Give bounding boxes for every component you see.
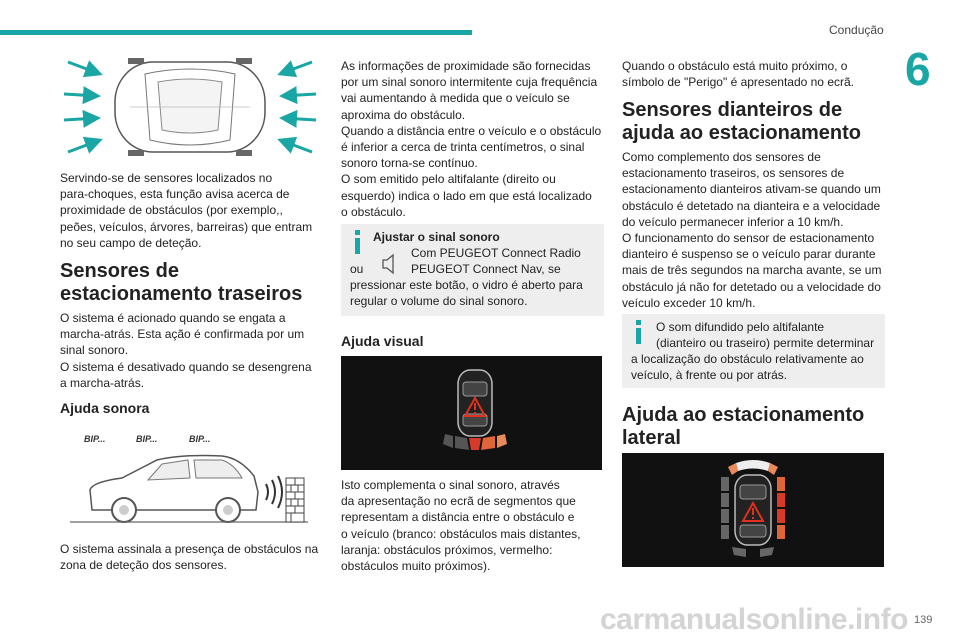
text-line: O funcionamento do sensor de estacionamento xyxy=(622,231,875,246)
info-line: O som difundido pelo altifalante xyxy=(656,320,825,334)
heading-line: Sensores de xyxy=(60,260,179,282)
heading-line: Sensores dianteiros de xyxy=(622,99,843,121)
text-line: esquerdo) indica o lado em que está localizado xyxy=(341,188,592,203)
info-ou: ou xyxy=(350,262,364,276)
text-line: Como complemento dos sensores de xyxy=(622,150,821,164)
intro-line: proximidade de obstáculos (por exemplo,, xyxy=(60,203,283,218)
info-icon xyxy=(348,230,368,254)
heading-line: lateral xyxy=(622,427,681,449)
visual-aid-screen xyxy=(341,356,602,470)
audio-heading xyxy=(60,400,149,416)
info-box-speaker xyxy=(622,314,885,388)
text-line: sonoro torna-se contínuo. xyxy=(341,156,478,171)
info-line: a localização do obstáculo relativamente ao xyxy=(631,352,864,366)
chapter-number: 6 xyxy=(905,43,931,95)
heading-text: Ajuda visual xyxy=(341,333,424,349)
text-line: estacionamento dianteiros ativam-se quando um xyxy=(622,182,881,197)
info-title: Ajustar o sinal sonoro xyxy=(373,230,500,244)
text-line: aproxima do obstáculo. xyxy=(341,107,466,122)
text-line: As informações de proximidade são fornecidas xyxy=(341,59,591,73)
beep-label: BIP... xyxy=(136,434,158,444)
text-line: por um sinal sonoro intermitente cuja frequência xyxy=(341,75,598,90)
speaker-icon[interactable] xyxy=(380,253,400,275)
text-line: dianteiro é suspenso se o veículo parar durante xyxy=(622,247,876,262)
text-line: o veículo (branco: obstáculos mais distantes, xyxy=(341,526,581,541)
beep-label: BIP... xyxy=(84,434,106,444)
info-line: Com PEUGEOT Connect Radio xyxy=(411,246,581,260)
text-line: obstáculo é detetado na dianteira e a velocidade xyxy=(622,198,881,213)
text-line: mais de três segundos na marcha avante, se um xyxy=(622,263,882,278)
text-line: o obstáculo. xyxy=(341,204,406,219)
rear-sensors-text xyxy=(60,310,330,391)
audio-text xyxy=(60,541,330,573)
text-line: zona de deteção dos sensores. xyxy=(60,558,227,573)
text-line: Quando o obstáculo está muito próximo, o xyxy=(622,59,848,73)
text-line: O som emitido pelo altifalante (direito ou xyxy=(341,172,556,187)
text-line: estacionamento traseiros, os sensores de xyxy=(622,166,845,181)
text-line: representam a distância entre o obstáculo e xyxy=(341,510,575,525)
text-line: símbolo de "Perigo" é apresentado no ecrã. xyxy=(622,75,854,90)
intro-line: no seu campo de deteção. xyxy=(60,235,202,250)
text-line: O sistema assinala a presença de obstáculos na xyxy=(60,542,319,556)
page-number: 139 xyxy=(914,614,933,626)
info-line: regular o volume do sinal sonoro. xyxy=(350,294,528,308)
text-line: do veículo permanecer inferior a 10 km/h. xyxy=(622,214,844,229)
lateral-aid-screen xyxy=(622,453,884,567)
text-line: sinal sonoro. xyxy=(60,343,129,358)
beep-label: BIP... xyxy=(189,434,211,444)
audio-illustration xyxy=(62,432,312,528)
text-line: obstáculos muito próximos). xyxy=(341,559,491,574)
intro-line: para-choques, esta função avisa acerca de xyxy=(60,187,290,202)
text-line: Isto complementa o sinal sonoro, através xyxy=(341,478,560,492)
info-icon xyxy=(629,320,649,344)
visual-heading xyxy=(341,333,423,349)
intro-line: Servindo-se de sensores localizados no xyxy=(60,171,273,185)
car-sensors-diagram xyxy=(60,52,320,164)
text-line: O sistema é acionado quando se engata a xyxy=(60,311,286,325)
visual-text xyxy=(341,477,611,574)
heading-line: estacionamento traseiros xyxy=(60,283,303,305)
rear-sensors-heading xyxy=(60,260,330,306)
info-line: pressionar este botão, o vidro é aberto para xyxy=(350,278,583,292)
watermark: carmanualsonline.info xyxy=(600,603,908,636)
front-sensors-text xyxy=(622,149,892,311)
heading-line: ajuda ao estacionamento xyxy=(622,122,861,144)
text-line: veículo exceder 10 km/h. xyxy=(622,295,756,310)
info-box-audio xyxy=(341,224,604,316)
text-line: laranja: obstáculos próximos, vermelho: xyxy=(341,542,553,557)
text-line: é inferior a cerca de trinta centímetros, o sinal xyxy=(341,140,585,155)
top-accent-bar xyxy=(0,30,472,35)
lateral-heading xyxy=(622,404,892,450)
text-line: obstáculo já não for detetado ou a velocidade do xyxy=(622,279,881,294)
intro-text xyxy=(60,170,330,251)
text-line: O sistema é desativado quando se desengrena xyxy=(60,359,312,374)
info-line: (dianteiro ou traseiro) permite determinar xyxy=(656,336,875,350)
text-line: da apresentação no ecrã de segmentos que xyxy=(341,494,576,509)
heading-text: Ajuda sonora xyxy=(60,400,150,416)
text-line: marcha-atrás. Esta ação é confirmada por um xyxy=(60,327,305,342)
text-line: a marcha-atrás. xyxy=(60,375,145,390)
info-line: veículo, à frente ou por atrás. xyxy=(631,368,788,382)
intro-line: peões, veículos, árvores, barreiras) que entram xyxy=(60,219,313,234)
heading-line: Ajuda ao estacionamento xyxy=(622,404,865,426)
text-line: vai aumentando à medida que o veículo se xyxy=(341,91,570,106)
text-line: Quando a distância entre o veículo e o obstáculo xyxy=(341,123,602,138)
info-line: PEUGEOT Connect Nav, se xyxy=(411,262,561,276)
front-sensors-heading xyxy=(622,99,892,145)
section-title: Condução xyxy=(829,23,884,37)
proximity-text xyxy=(341,58,611,220)
danger-text xyxy=(622,58,892,90)
